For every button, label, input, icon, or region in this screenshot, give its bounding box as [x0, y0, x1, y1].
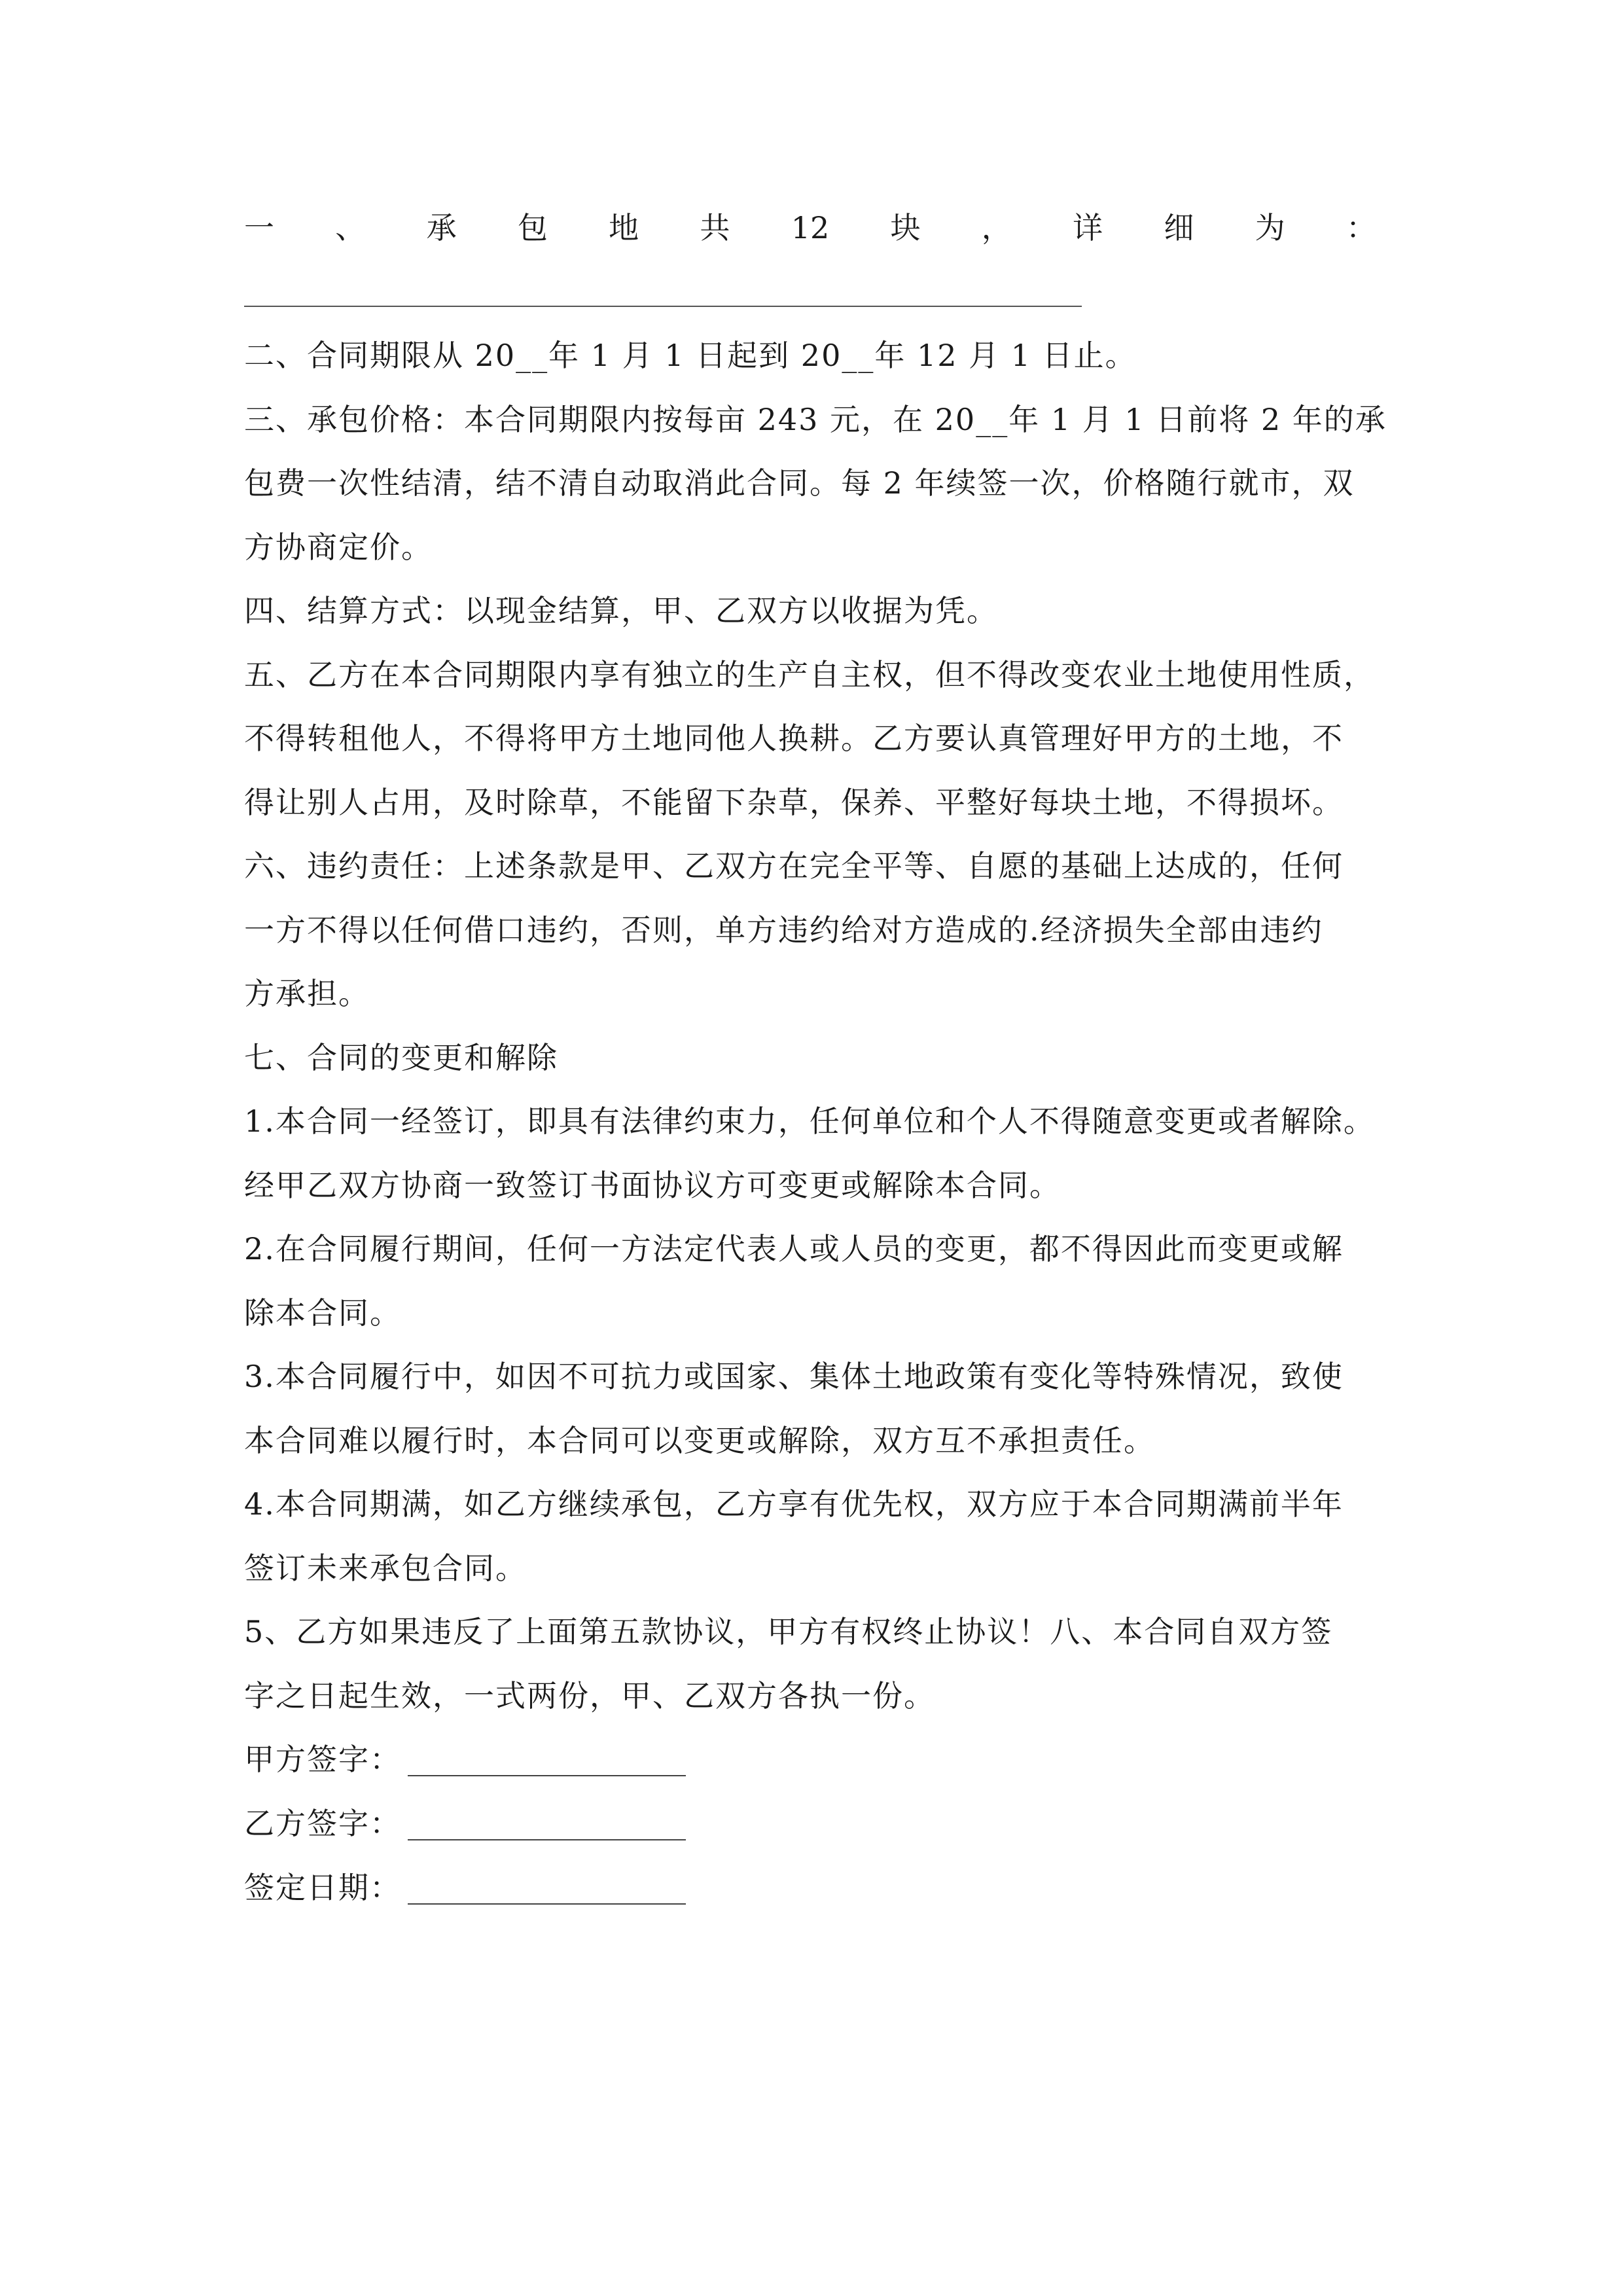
party-a-signature-row [244, 1728, 401, 1792]
text-line: 3.本合同履行中，如因不可抗力或国家、集体土地政策有变化等特殊情况，致使 [244, 1359, 1344, 1394]
clause-1-token: ： [1346, 210, 1376, 245]
text-line: 得让别人占用，及时除草，不能留下杂草，保养、平整好每块土地，不得损坏。 [244, 784, 1344, 820]
clause-1-token: 块 [890, 210, 921, 245]
text-line: 经甲乙双方协商一致签订书面协议方可变更或解除本合同。 [244, 1167, 1061, 1203]
clause-1-token: 详 [1073, 210, 1103, 245]
text-line: 方协商定价。 [244, 529, 433, 565]
text-line: 三、承包价格：本合同期限内按每亩 243 元，在 20__年 1 月 1 日前将 2 年的承 [244, 401, 1387, 437]
clause-1-token: 、 [335, 210, 366, 245]
text-line: 本合同难以履行时，本合同可以变更或解除，双方互不承担责任。 [244, 1422, 1155, 1458]
clause-1-token: 地 [609, 210, 639, 245]
text-line: 包费一次性结清，结不清自动取消此合同。每 2 年续签一次，价格随行就市，双 [244, 465, 1355, 501]
text-line: 2.在合同履行期间，任何一方法定代表人或人员的变更，都不得因此而变更或解 [244, 1231, 1344, 1266]
text-line: 字之日起生效，一式两份，甲、乙双方各执一份。 [244, 1677, 935, 1713]
text-line: 七、合同的变更和解除 [244, 1039, 558, 1075]
clause-1-token: ， [981, 210, 1012, 245]
text-line: 不得转租他人，不得将甲方土地同他人换耕。乙方要认真管理好甲方的土地，不 [244, 721, 1344, 756]
clause-1-token: 为 [1255, 210, 1285, 245]
text-line: 六、违约责任：上述条款是甲、乙双方在完全平等、自愿的基础上达成的，任何 [244, 848, 1344, 884]
clause-1-fill-in-line [244, 306, 1082, 307]
text-line: 5、乙方如果违反了上面第五款协议，甲方有权终止协议！八、本合同自双方签 [244, 1614, 1333, 1649]
contract-body [244, 324, 1387, 1728]
party-a-signature-line [408, 1775, 686, 1776]
text-line: 四、结算方式：以现金结算，甲、乙双方以收据为凭。 [244, 593, 998, 628]
clause-1-token: 承 [426, 210, 457, 245]
text-line: 五、乙方在本合同期限内享有独立的生产自主权，但不得改变农业土地使用性质， [244, 656, 1375, 692]
text-line: 二、合同期限从 20__年 1 月 1 日起到 20__年 12 月 1 日止。 [244, 338, 1137, 373]
clause-1-token: 细 [1164, 210, 1194, 245]
sign-date-row [244, 1856, 401, 1920]
clause-1-token: 共 [700, 210, 730, 245]
sign-date-label: 签定日期： [244, 1870, 401, 1905]
party-b-signature-row [244, 1792, 401, 1856]
clause-1-heading-line [244, 196, 1376, 260]
text-line: 除本合同。 [244, 1295, 401, 1331]
sign-date-line [408, 1903, 686, 1905]
text-line: 签订未来承包合同。 [244, 1550, 527, 1586]
text-line: 方承担。 [244, 976, 370, 1011]
text-line: 一方不得以任何借口违约，否则，单方违约给对方造成的.经济损失全部由违约 [244, 912, 1323, 948]
party-a-signature-label: 甲方签字： [244, 1742, 401, 1777]
clause-1-token: 12 [791, 210, 830, 245]
text-line: 4.本合同期满，如乙方继续承包，乙方享有优先权，双方应于本合同期满前半年 [244, 1486, 1344, 1522]
text-line: 1.本合同一经签订，即具有法律约束力，任何单位和个人不得随意变更或者解除。 [244, 1103, 1375, 1139]
party-b-signature-line [408, 1839, 686, 1840]
clause-1-token: 一 [244, 210, 274, 245]
party-b-signature-label: 乙方签字： [244, 1806, 401, 1841]
clause-1-token: 包 [517, 210, 548, 245]
